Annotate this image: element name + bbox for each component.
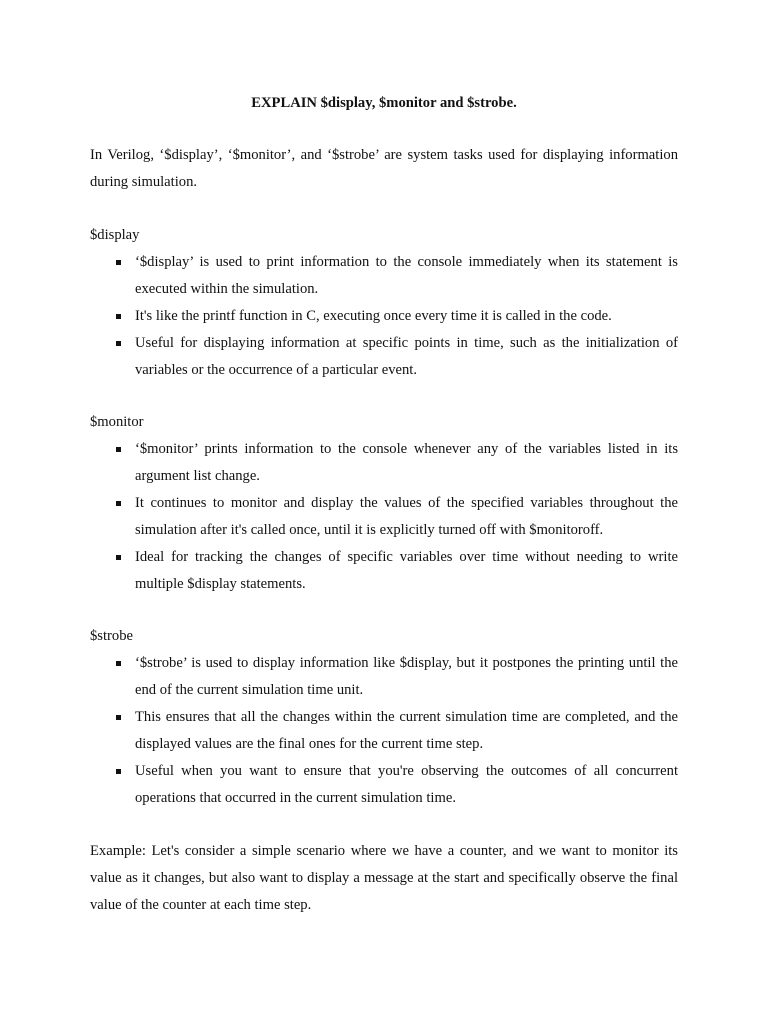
list-item: [90, 490, 678, 544]
square-bullet-icon: [116, 661, 121, 666]
square-bullet-icon: [116, 341, 121, 346]
section-heading-display: $display: [90, 227, 140, 243]
bullet-list-display: [90, 249, 678, 384]
list-item-text: ‘$monitor’ prints information to the console whenever any of the variables listed in its argument list change.: [135, 441, 678, 484]
document-page: [90, 0, 678, 1024]
example-paragraph: Example: Let's consider a simple scenario where we have a counter, and we want to monitor its value as it changes, but also want to display a message at the start and specifically observe the final value of the counter at each time step.: [90, 843, 678, 913]
square-bullet-icon: [116, 769, 121, 774]
list-item: [90, 758, 678, 812]
list-item-text: It's like the printf function in C, executing once every time it is called in the code.: [135, 308, 612, 324]
document-title: EXPLAIN $display, $monitor and $strobe.: [251, 95, 517, 111]
square-bullet-icon: [116, 260, 121, 265]
list-item-text: It continues to monitor and display the values of the specified variables throughout the simulation after it's called once, until it is explicitly turned off with $monitoroff.: [135, 495, 678, 538]
list-item: [90, 330, 678, 384]
list-item-text: Useful for displaying information at specific points in time, such as the initialization of variables or the occurrence of a particular event.: [135, 335, 678, 378]
square-bullet-icon: [116, 501, 121, 506]
bullet-list-monitor: [90, 436, 678, 598]
list-item-text: Useful when you want to ensure that you're observing the outcomes of all concurrent operations that occurred in the current simulation time.: [135, 763, 678, 806]
list-item-text: ‘$display’ is used to print information to the console immediately when its statement is executed within the simulation.: [135, 254, 678, 297]
list-item: [90, 303, 678, 330]
list-item: [90, 249, 678, 303]
square-bullet-icon: [116, 447, 121, 452]
list-item-text: Ideal for tracking the changes of specific variables over time without needing to write multiple $display statements.: [135, 549, 678, 592]
section-heading-strobe: $strobe: [90, 628, 133, 644]
square-bullet-icon: [116, 555, 121, 560]
list-item-text: ‘$strobe’ is used to display information like $display, but it postpones the printing until the end of the current simulation time unit.: [135, 655, 678, 698]
list-item: [90, 650, 678, 704]
square-bullet-icon: [116, 314, 121, 319]
list-item: [90, 436, 678, 490]
list-item-text: This ensures that all the changes within the current simulation time are completed, and the displayed values are the final ones for the current time step.: [135, 709, 678, 752]
square-bullet-icon: [116, 715, 121, 720]
intro-paragraph: In Verilog, ‘$display’, ‘$monitor’, and ‘$strobe’ are system tasks used for displaying information during simulation.: [90, 147, 678, 190]
list-item: [90, 704, 678, 758]
section-heading-monitor: $monitor: [90, 414, 144, 430]
bullet-list-strobe: [90, 650, 678, 812]
list-item: [90, 544, 678, 598]
